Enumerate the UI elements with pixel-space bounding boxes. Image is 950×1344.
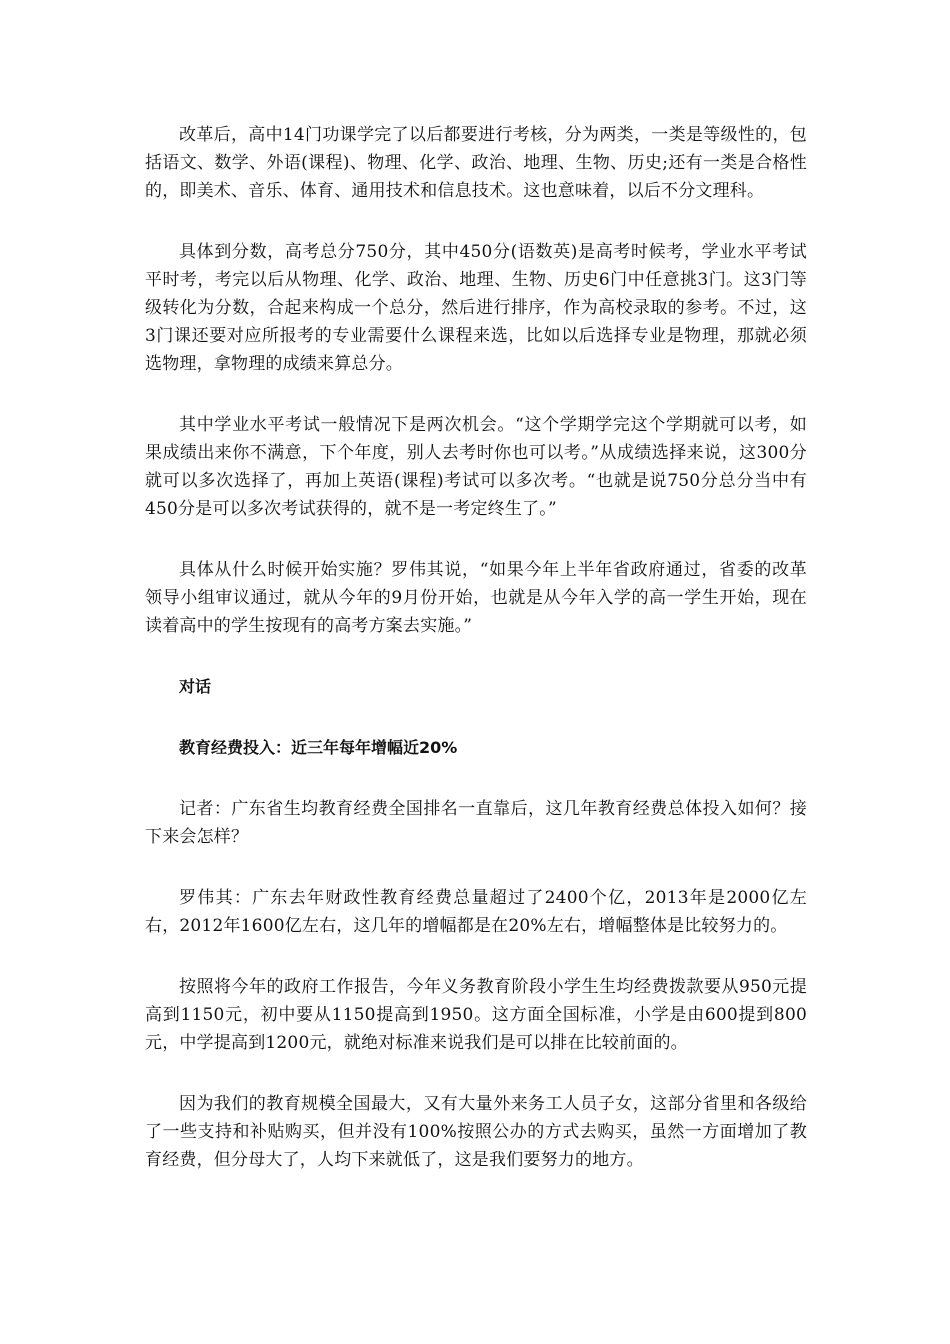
paragraph-reporter-question: 记者：广东省生均教育经费全国排名一直靠后，这几年教育经费总体投入如何？接下来会怎样？ <box>145 799 807 847</box>
article-body <box>145 121 807 1207</box>
paragraph-score-breakdown: 具体到分数，高考总分750分，其中450分(语数英)是高考时候考，学业水平考试平时考，考完以后从物理、化学、政治、地理、生物、历史6门中任意挑3门。这3门等级转化为分数，合起来构成一个总分，然后进行排序，作为高校录取的参考。不过，这3门课还要对应所报考的专业需要什么课程来选，比如以后选择专业是物理，那就必须选物理，拿物理的成绩来算总分。 <box>145 242 807 374</box>
paragraph-reform-subjects: 改革后，高中14门功课学完了以后都要进行考核，分为两类，一类是等级性的，包括语文、数学、外语(课程)、物理、化学、政治、地理、生物、历史;还有一类是合格性的，即美术、音乐、体育、通用技术和信息技术。这也意味着，以后不分文理科。 <box>145 125 807 201</box>
paragraph-education-scale: 因为我们的教育规模全国最大，又有大量外来务工人员子女，这部分省里和各级给了一些支持和补贴购买，但并没有100%按照公办的方式去购买，虽然一方面增加了教育经费，但分母大了，人均下来就低了，这是我们要努力的地方。 <box>145 1094 807 1170</box>
paragraph-per-student-funding: 按照将今年的政府工作报告，今年义务教育阶段小学生生均经费拨款要从950元提高到1150元，初中要从1150提高到1950。这方面全国标准，小学是由600提到800元，中学提高到1200元，就绝对标准来说我们是可以排在比较前面的。 <box>145 977 807 1053</box>
section-heading-funding: 教育经费投入：近三年每年增幅近20% <box>179 738 458 757</box>
paragraph-exam-opportunities: 其中学业水平考试一般情况下是两次机会。“这个学期学完这个学期就可以考，如果成绩出来你不满意，下个年度，别人去考时你也可以考。”从成绩选择来说，这300分就可以多次选择了，再加上英语(课程)考试可以多次考。“也就是说750分总分当中有450分是可以多次考试获得的，就不是一考定终生了。” <box>145 415 807 519</box>
section-heading-dialogue: 对话 <box>179 677 212 696</box>
paragraph-implementation-date: 具体从什么时候开始实施？罗伟其说，“如果今年上半年省政府通过，省委的改革领导小组审议通过，就从今年的9月份开始，也就是从今年入学的高一学生开始，现在读着高中的学生按现有的高考方案去实施。” <box>145 560 807 636</box>
paragraph-funding-total: 罗伟其：广东去年财政性教育经费总量超过了2400个亿，2013年是2000亿左右，2012年1600亿左右，这几年的增幅都是在20%左右，增幅整体是比较努力的。 <box>145 888 807 936</box>
